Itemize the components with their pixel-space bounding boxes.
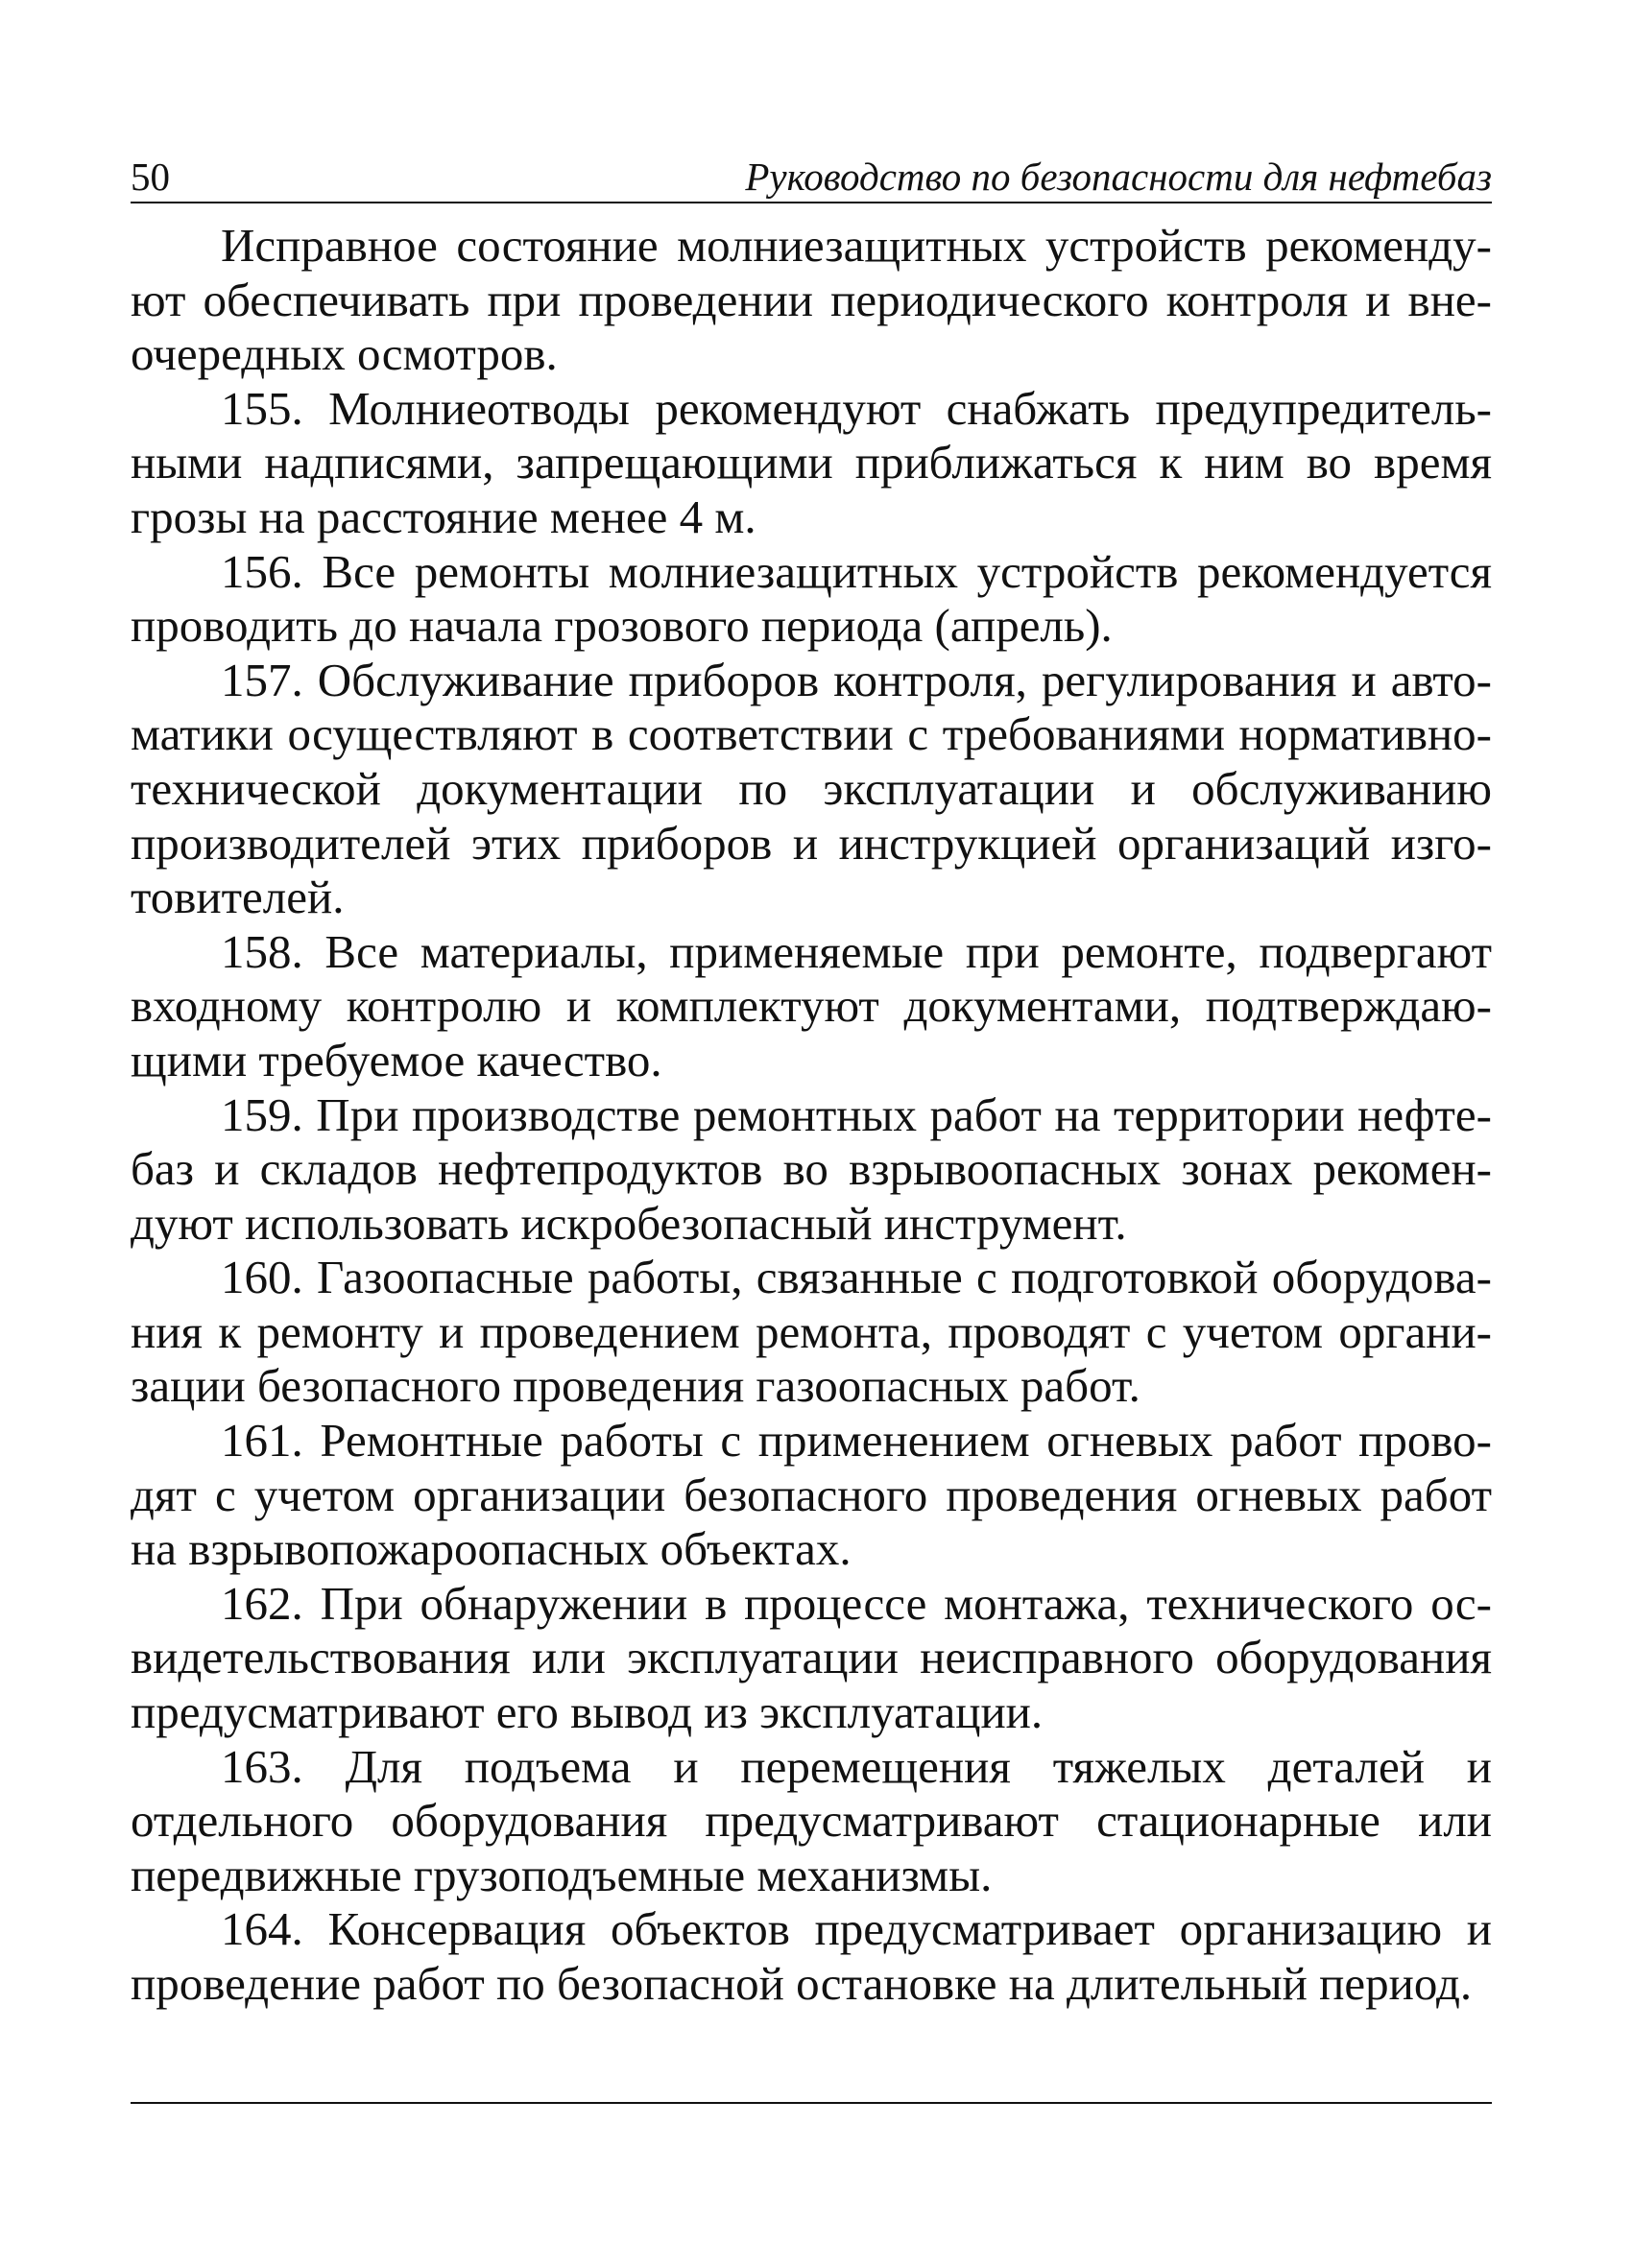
paragraph-164: 164. Консервация объектов предусматривает организацию и проведение работ по безопасной остановке на длительный период. xyxy=(131,1902,1492,2010)
body-text xyxy=(131,219,1492,2012)
paragraph-159: 159. При производстве ремонтных работ на территории нефтебаз и складов нефтепродуктов во взрывоопасных зонах рекомендуют использовать искробезопасный инструмент. xyxy=(131,1087,1492,1250)
paragraph-158: 158. Все материалы, применяемые при ремонте, подвергают входному контролю и комплектуют документами, подтверждающими требуемое качество. xyxy=(131,924,1492,1086)
paragraph-163: 163. Для подъема и перемещения тяжелых деталей и отдельного оборудования предусматривают стационарные или передвижные грузоподъемные механизмы. xyxy=(131,1739,1492,1901)
paragraph-155: 155. Молниеотводы рекомендуют снабжать предупредительными надписями, запрещающими приближаться к ним во время грозы на расстояние менее 4 м. xyxy=(131,381,1492,543)
running-header xyxy=(131,144,1492,203)
running-title: Руководство по безопасности для нефтебаз xyxy=(745,155,1492,199)
page-number: 50 xyxy=(131,155,170,199)
paragraph-162: 162. При обнаружении в процессе монтажа, технического освидетельствования или эксплуатации неисправного оборудования предусматривают его вывод из эксплуатации. xyxy=(131,1576,1492,1739)
paragraph-160: 160. Газоопасные работы, связанные с подготовкой оборудования к ремонту и проведением ремонта, проводят с учетом организации безопасного проведения газоопасных работ. xyxy=(131,1251,1492,1413)
paragraph-157: 157. Обслуживание приборов контроля, регулирования и автоматики осуществляют в соответствии с требованиями нормативно-технической документации по эксплуатации и обслуживанию производителей этих приборов и инструкцией организаций изготовителей. xyxy=(131,653,1492,924)
bottom-rule xyxy=(131,2102,1492,2104)
paragraph-intro: Исправное состояние молниезащитных устройств рекомендуют обеспечивать при проведении периодического контроля и внеочередных осмотров. xyxy=(131,219,1492,381)
paragraph-156: 156. Все ремонты молниезащитных устройств рекомендуется проводить до начала грозового периода (апрель). xyxy=(131,544,1492,653)
paragraph-161: 161. Ремонтные работы с применением огневых работ проводят с учетом организации безопасного проведения огневых работ на взрывопожароопасных объектах. xyxy=(131,1414,1492,1576)
